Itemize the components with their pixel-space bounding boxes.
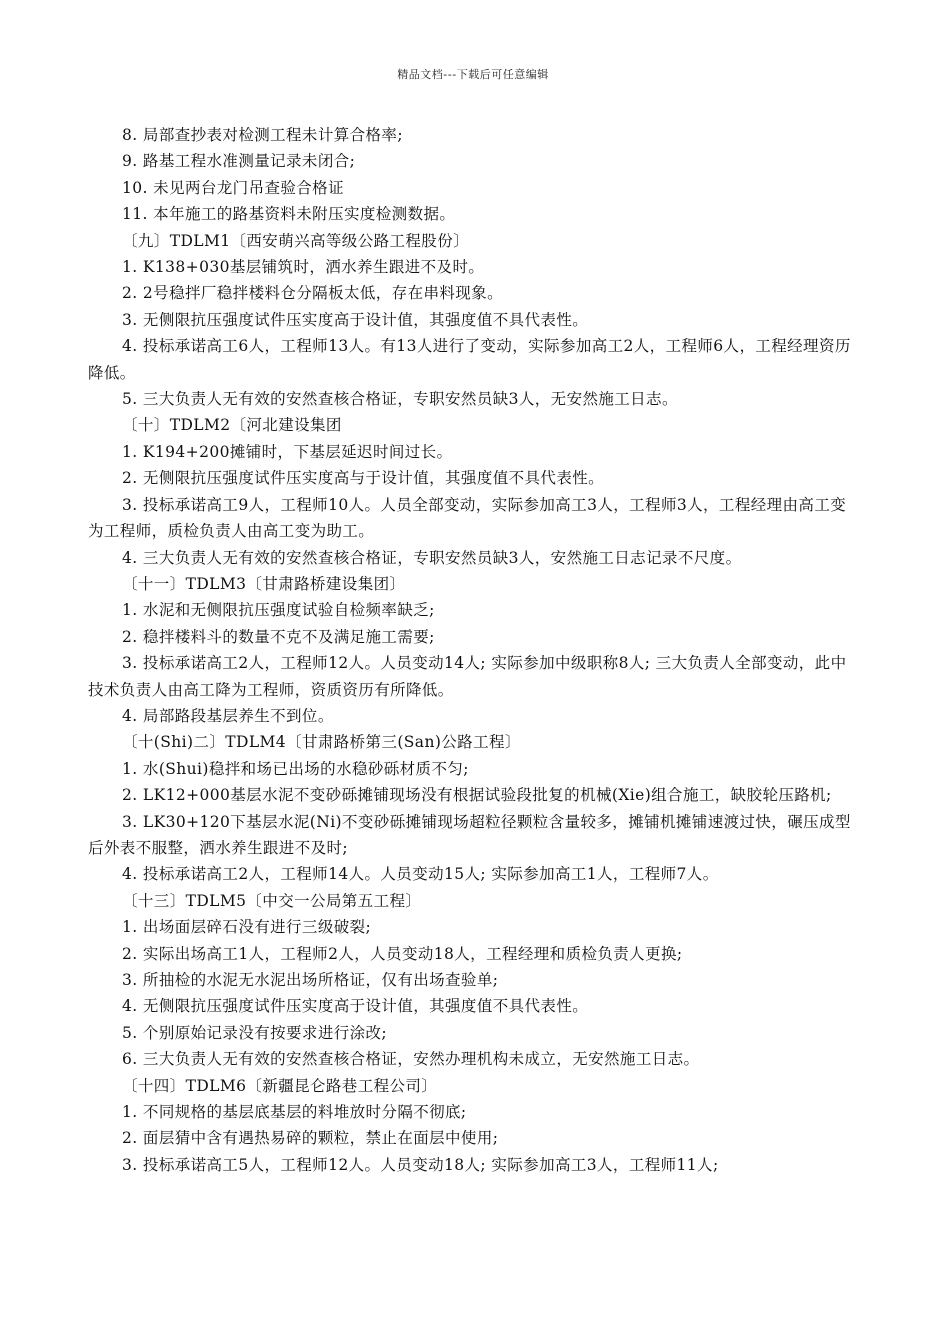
text-line: 8. 局部查抄表对检测工程未计算合格率;: [122, 126, 403, 144]
page-header: 精品文档---下载后可任意编辑: [397, 68, 549, 81]
text-line: 2. 稳拌楼料斗的数量不克不及满足施工需要;: [122, 627, 435, 646]
section-heading: 〔十(Shi)二〕TDLM4〔甘肃路桥第三(San)公路工程〕: [122, 733, 521, 752]
text-line: 2. 无侧限抗压强度试件压实度高与于设计值，其强度值不具代表性。: [122, 469, 605, 488]
section-heading: 〔十四〕TDLM6〔新疆昆仑路巷工程公司〕: [122, 1076, 438, 1095]
section-heading: 〔十三〕TDLM5〔中交一公局第五工程〕: [122, 891, 422, 910]
text-line: 1. 水(Shui)稳拌和场已出场的水稳砂砾材质不匀;: [122, 759, 469, 778]
text-line: 5. 三大负责人无有效的安然查核合格证，专职安然员缺3人，无安然施工日志。: [122, 390, 678, 409]
text-line: 3. LK30+120下基层水泥(Ni)不变砂砾摊铺现场超粒径颗粒含量较多，摊铺机摊铺速渡过快，碾压成型后外表不服整，洒水养生跟进不及时;: [88, 812, 851, 857]
text-line: 2. 实际出场高工1人，工程师2人，人员变动18人，工程经理和质检负责人更换;: [122, 944, 683, 963]
text-line: 2. 面层猜中含有遇热易碎的颗粒，禁止在面层中使用;: [122, 1129, 499, 1148]
text-line: 4. 投标承诺高工6人，工程师13人。有13人进行了变动，实际参加高工2人，工程师6人，工程经理资历降低。: [88, 337, 851, 382]
text-line: 4. 投标承诺高工2人，工程师14人。人员变动15人; 实际参加高工1人，工程师7人。: [122, 865, 719, 884]
text-line: 5. 个别原始记录没有按要求进行涂改;: [122, 1023, 388, 1042]
text-line: 1. K138+030基层铺筑时，洒水养生跟进不及时。: [122, 258, 485, 277]
text-line: 1. 出场面层碎石没有进行三级破裂;: [122, 918, 372, 937]
section-heading: 〔十一〕TDLM3〔甘肃路桥建设集团〕: [122, 574, 406, 593]
section-heading: 〔十〕TDLM2〔河北建设集团: [122, 416, 342, 435]
text-line: 3. 投标承诺高工5人，工程师12人。人员变动18人; 实际参加高工3人，工程师11人;: [122, 1155, 719, 1174]
section-heading: 〔九〕TDLM1〔西安萌兴高等级公路工程股份〕: [122, 231, 469, 250]
text-line: 4. 无侧限抗压强度试件压实度高于设计值，其强度值不具代表性。: [122, 997, 589, 1016]
text-line: 6. 三大负责人无有效的安然查核合格证，安然办理机构未成立，无安然施工日志。: [122, 1050, 700, 1069]
text-line: 2. 2号稳拌厂稳拌楼料仓分隔板太低，存在串料现象。: [122, 284, 503, 303]
text-line: 4. 三大负责人无有效的安然查核合格证，专职安然员缺3人，安然施工日志记录不尺度。: [122, 548, 742, 567]
text-line: 3. 投标承诺高工2人，工程师12人。人员变动14人; 实际参加中级职称8人; 三大负责人全部变动，此中技术负责人由高工降为工程师，资质资历有所降低。: [88, 654, 847, 699]
text-line: 1. 水泥和无侧限抗压强度试验自检频率缺乏;: [122, 601, 435, 620]
text-line: 11. 本年施工的路基资料未附压实度检测数据。: [122, 205, 456, 224]
text-line: 9. 路基工程水准测量记录未闭合;: [122, 152, 356, 171]
text-line: 1. 不同规格的基层底基层的料堆放时分隔不彻底;: [122, 1103, 467, 1122]
text-line: 3. 投标承诺高工9人，工程师10人。人员全部变动，实际参加高工3人，工程师3人，工程经理由高工变为工程师，质检负责人由高工变为助工。: [88, 495, 847, 541]
document-body: [88, 122, 858, 1178]
text-line: 3. 无侧限抗压强度试件压实度高于设计值，其强度值不具代表性。: [122, 310, 589, 329]
text-line: 2. LK12+000基层水泥不变砂砾摊铺现场没有根据试验段批复的机械(Xie)组合施工，缺胶轮压路机;: [122, 786, 832, 805]
text-line: 10. 未见两台龙门吊查验合格证: [122, 178, 344, 197]
text-line: 1. K194+200摊铺时，下基层延迟时间过长。: [122, 442, 453, 461]
text-line: 4. 局部路段基层养生不到位。: [122, 706, 334, 725]
text-line: 3. 所抽检的水泥无水泥出场所格证，仅有出场查验单;: [122, 971, 499, 989]
